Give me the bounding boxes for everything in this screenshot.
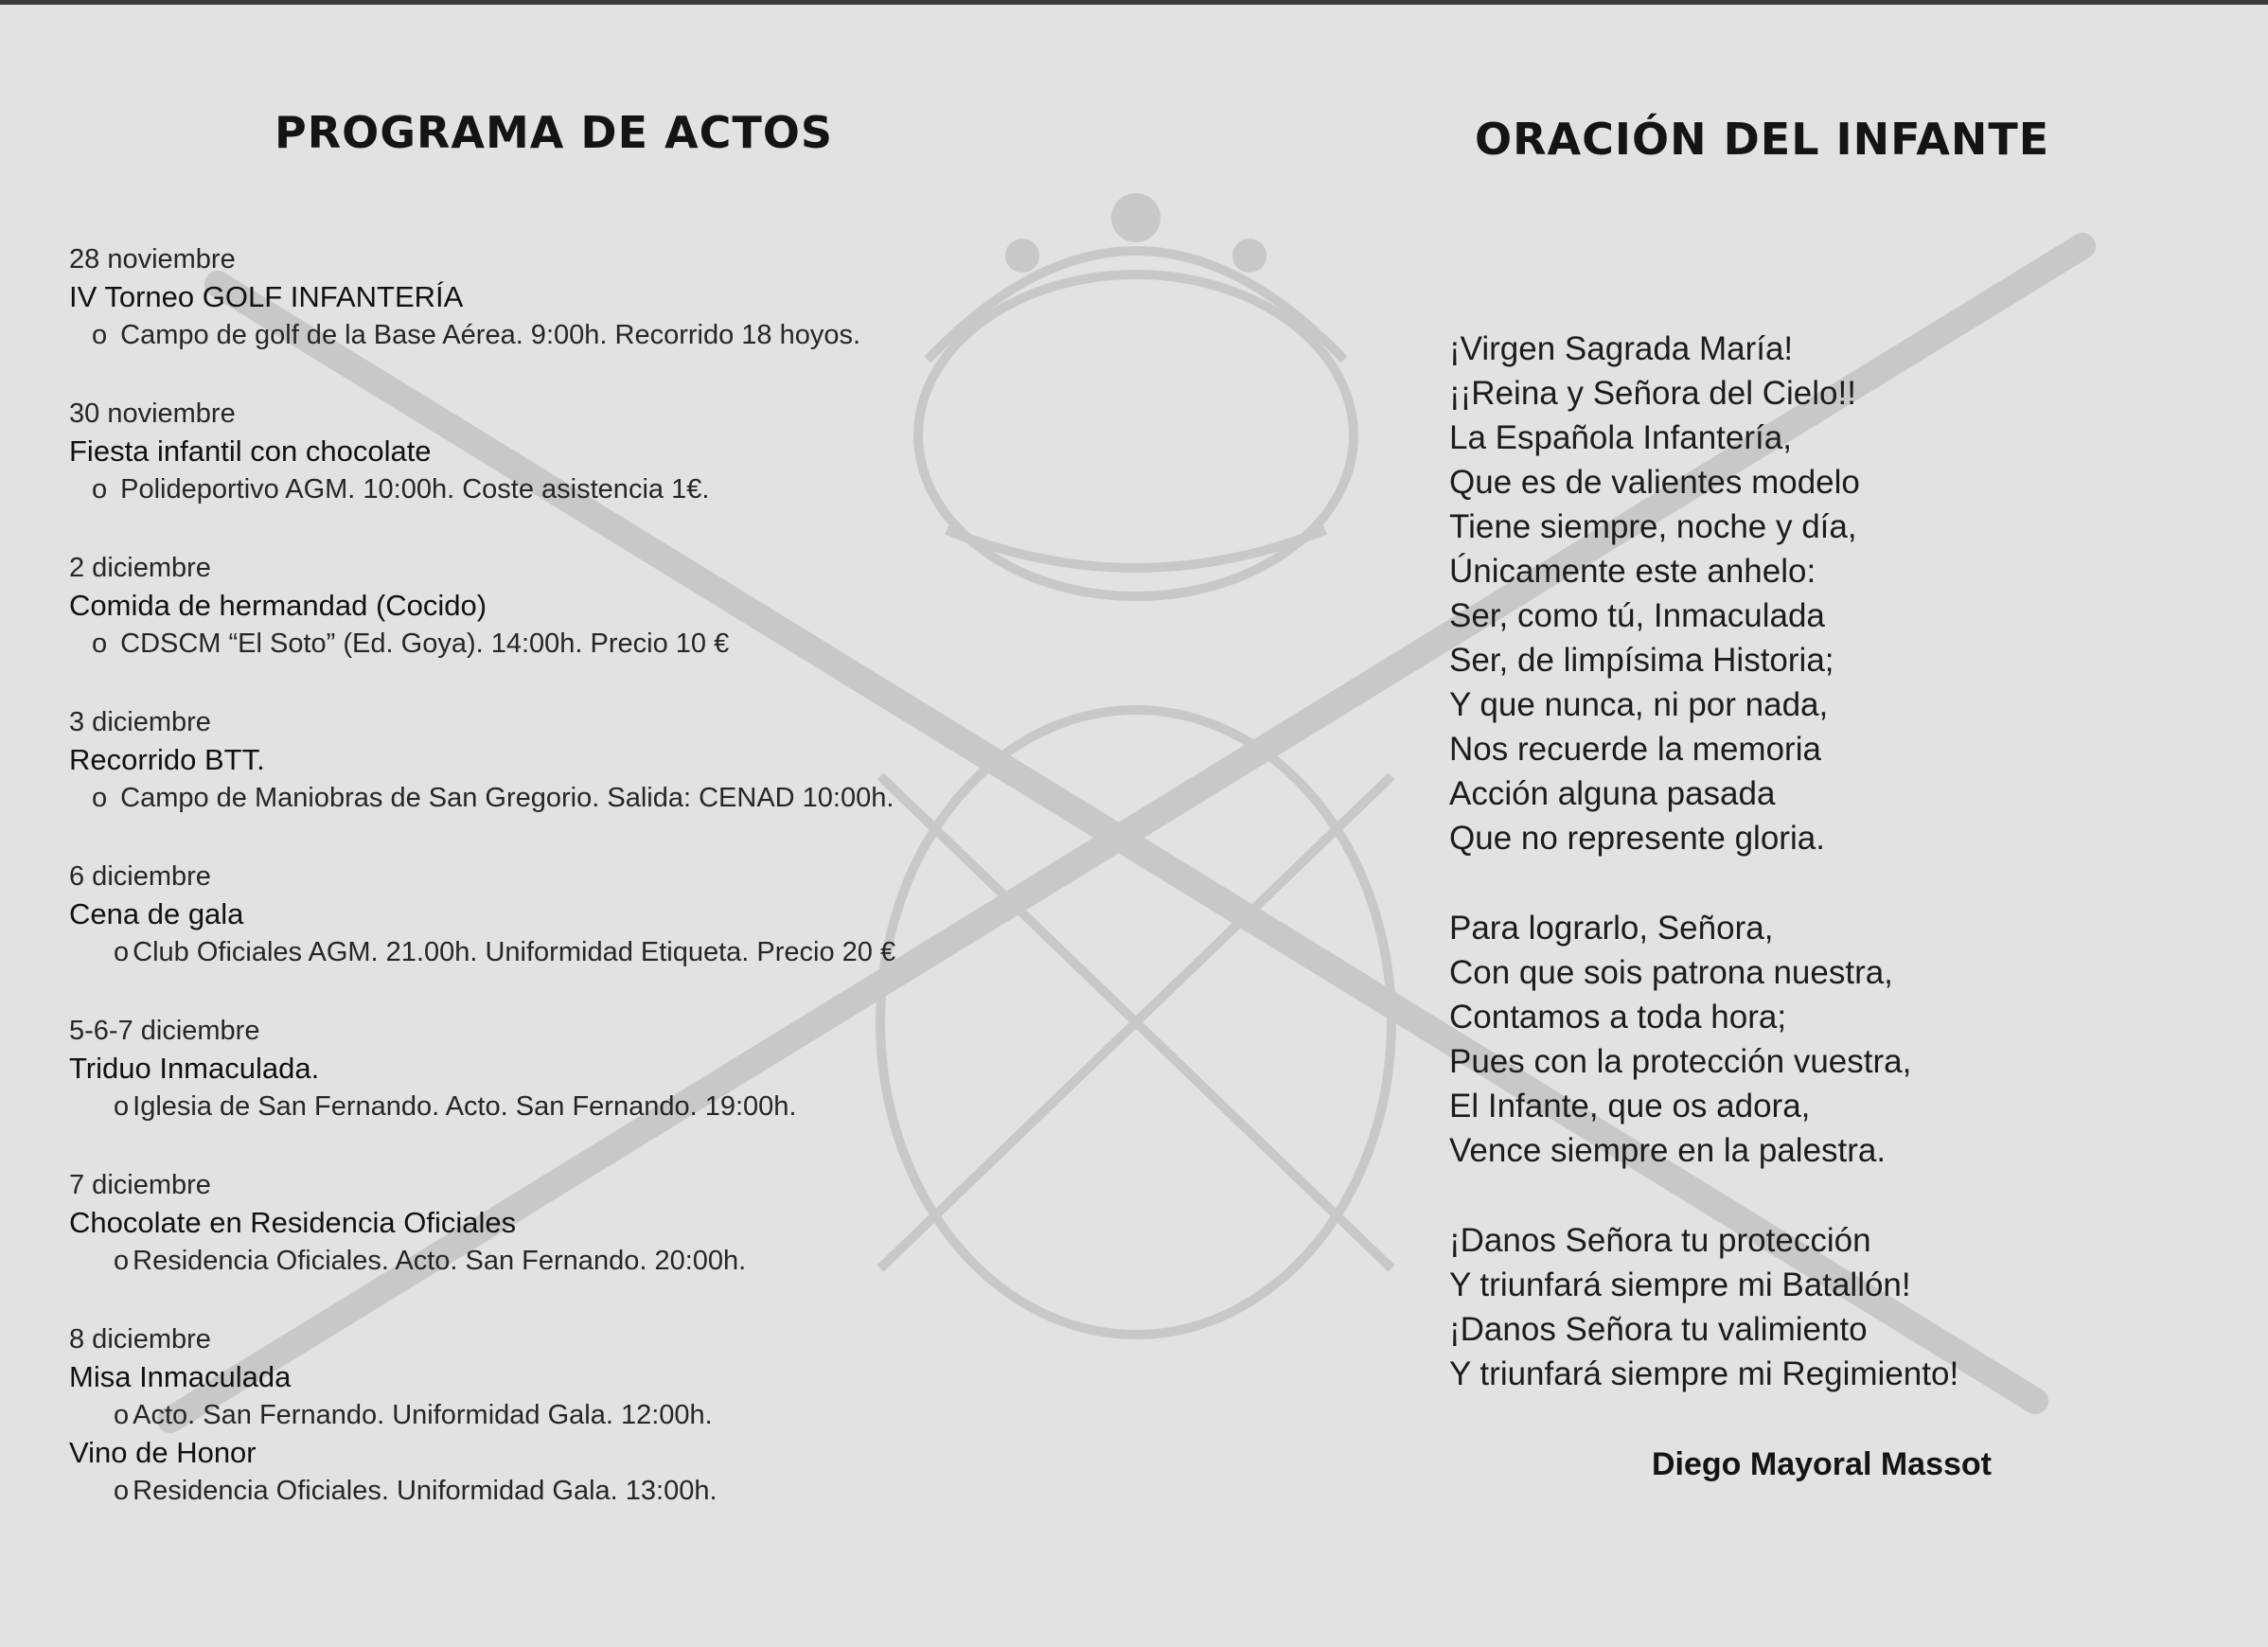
event-detail-text: Campo de golf de la Base Aérea. 9:00h. Recorrido 18 hoyos. [120,320,861,350]
bullet-marker: o [114,937,130,967]
event-detail [69,316,1110,354]
event-title: Triduo Inmaculada. [69,1052,320,1085]
program-heading: PROGRAMA DE ACTOS [275,107,834,158]
event-detail-text: Residencia Oficiales. Uniformidad Gala. 13:00h. [133,1476,718,1506]
event-detail-text: Polideportivo AGM. 10:00h. Coste asistencia 1€. [120,474,710,505]
event-detail [69,779,1110,817]
event-date: 6 diciembre [69,861,211,892]
event-detail [69,625,1110,663]
poem-line: Contamos a toda hora; [1449,999,1787,1036]
event-detail [69,1472,1110,1510]
bullet-marker: o [114,1091,130,1122]
poem-line: Y triunfará siempre mi Regimiento! [1449,1355,1959,1392]
event-date: 5-6-7 diciembre [69,1016,260,1046]
event-title: Chocolate en Residencia Oficiales [69,1206,517,1239]
poem-line: Que no represente gloria. [1449,820,1825,857]
event-date: 7 diciembre [69,1170,211,1200]
event-list [69,241,1110,1511]
poem-stanza [1449,327,2225,860]
poem-line: Vence siempre en la palestra. [1449,1132,1887,1169]
poem-line: ¡Virgen Sagrada María! [1449,330,1794,367]
poem-line: El Infante, que os adora, [1449,1088,1811,1125]
bullet-marker: o [114,1476,130,1506]
bullet-marker: o [114,1246,130,1276]
event-detail-text: CDSCM “El Soto” (Ed. Goya). 14:00h. Precio 10 € [120,629,730,659]
event-title: Fiesta infantil con chocolate [69,434,432,468]
event-item [69,1013,1110,1167]
event-date: 3 diciembre [69,707,211,737]
poem-line: ¡Danos Señora tu protección [1449,1222,1871,1259]
event-detail [69,1242,1110,1280]
prayer-poem [1449,327,2225,1442]
event-item [69,859,1110,1013]
poem-line: Y que nunca, ni por nada, [1449,686,1829,723]
poem-line: Acción alguna pasada [1449,775,1776,812]
event-item [69,1321,1110,1511]
event-title: Comida de hermandad (Cocido) [69,589,487,622]
bullet-marker: o [92,629,108,659]
event-title: Recorrido BTT. [69,743,265,776]
prayer-heading: ORACIÓN DEL INFANTE [1475,114,2050,165]
event-item [69,704,1110,859]
event-detail-text: Acto. San Fernando. Uniformidad Gala. 12:00h. [133,1400,713,1430]
poem-line: Pues con la protección vuestra, [1449,1043,1912,1080]
poem-line: ¡Danos Señora tu valimiento [1449,1311,1868,1348]
event-item [69,550,1110,704]
event-detail-text: Club Oficiales AGM. 21.00h. Uniformidad Etiqueta. Precio 20 € [133,937,896,967]
poem-line: ¡¡Reina y Señora del Cielo!! [1449,375,1856,412]
poem-line: Que es de valientes modelo [1449,464,1860,501]
event-detail-text: Iglesia de San Fernando. Acto. San Fernando. 19:00h. [133,1091,797,1122]
event-detail-text: Campo de Maniobras de San Gregorio. Salida: CENAD 10:00h. [120,783,895,813]
event-detail [69,470,1110,508]
event-item [69,1167,1110,1321]
event-item [69,241,1110,396]
bullet-marker: o [114,1400,130,1430]
event-title: IV Torneo GOLF INFANTERÍA [69,280,464,313]
poem-line: Para lograrlo, Señora, [1449,910,1774,947]
event-detail-text: Residencia Oficiales. Acto. San Fernando. 20:00h. [133,1246,747,1276]
poem-stanza [1449,1218,2225,1396]
bullet-marker: o [92,783,108,813]
event-detail [69,1088,1110,1125]
poem-line: Únicamente este anhelo: [1449,553,1816,590]
poem-line: Y triunfará siempre mi Batallón! [1449,1266,1911,1303]
event-detail [69,1396,1110,1434]
poem-line: Con que sois patrona nuestra, [1449,954,1893,991]
event-title: Cena de gala [69,897,244,930]
event-title: Misa Inmaculada [69,1360,292,1393]
bullet-marker: o [92,320,108,350]
prayer-author: Diego Mayoral Massot [1652,1446,1992,1482]
bullet-marker: o [92,474,108,505]
event-detail [69,933,1110,971]
poem-line: La Española Infantería, [1449,419,1792,456]
event-date: 28 noviembre [69,244,236,274]
event-item [69,396,1110,550]
poem-line: Nos recuerde la memoria [1449,731,1821,768]
event-date: 2 diciembre [69,553,211,583]
event-date: 8 diciembre [69,1324,211,1355]
poem-line: Ser, como tú, Inmaculada [1449,597,1825,634]
event-date: 30 noviembre [69,398,236,429]
poem-line: Tiene siempre, noche y día, [1449,508,1857,545]
poem-line: Ser, de limpísima Historia; [1449,642,1834,679]
event-title: Vino de Honor [69,1436,257,1469]
poem-stanza [1449,906,2225,1173]
prayer-page [1134,0,2268,1647]
